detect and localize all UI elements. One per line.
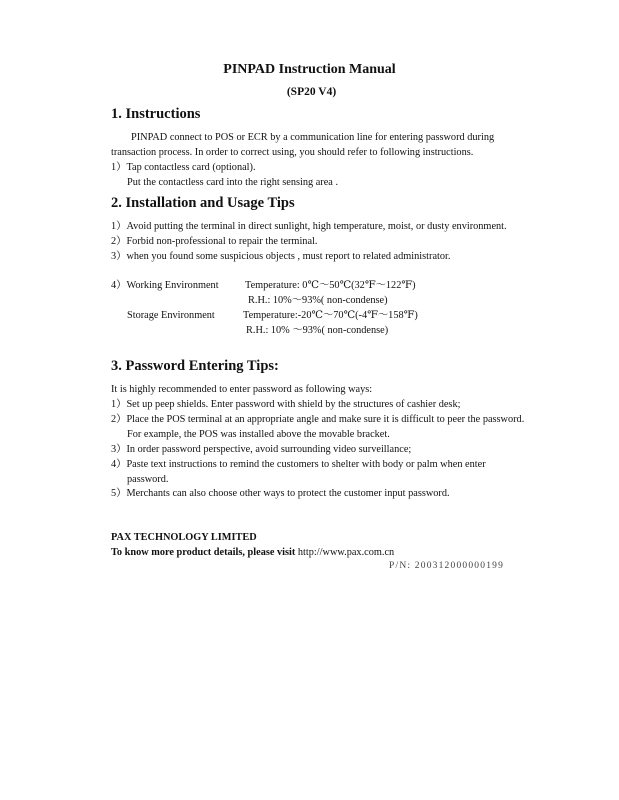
more-details-label: To know more product details, please visit xyxy=(111,547,296,558)
working-humidity: R.H.: 10%～93%( non-condense) xyxy=(248,295,388,306)
section-1-paragraph-line-2: transaction process. In order to correct using, you should refer to following instructions. xyxy=(111,147,474,158)
section-3-item-1: 1）Set up peep shields. Enter password with shield by the structures of cashier desk; xyxy=(111,399,461,410)
section-3-item-5: 5）Merchants can also choose other ways to protect the customer input password. xyxy=(111,488,450,499)
section-3-item-2-sub: For example, the POS was installed above the movable bracket. xyxy=(127,429,390,440)
section-3-item-4-line-1: 4）Paste text instructions to remind the customers to shelter with body or palm when enter xyxy=(111,459,486,470)
more-details-line xyxy=(111,545,394,560)
section-1-paragraph-line-1: PINPAD connect to POS or ECR by a communication line for entering password during xyxy=(131,132,495,143)
part-number: P/N: 200312000000199 xyxy=(389,561,505,571)
document-subtitle: (SP20 V4) xyxy=(286,86,337,98)
section-2-item-1: 1）Avoid putting the terminal in direct sunlight, high temperature, moist, or dusty environment. xyxy=(111,221,507,232)
company-name: PAX TECHNOLOGY LIMITED xyxy=(111,532,257,543)
storage-humidity: R.H.: 10% ～93%( non-condense) xyxy=(246,325,389,336)
working-environment-label: 4）Working Environment xyxy=(111,280,219,291)
section-3-item-4-line-2: password. xyxy=(127,474,169,485)
section-3-item-3: 3）In order password perspective, avoid surrounding video surveillance; xyxy=(111,444,412,455)
section-1-item-1: 1）Tap contactless card (optional). xyxy=(111,162,256,173)
section-1-item-1-sub: Put the contactless card into the right sensing area . xyxy=(127,177,339,188)
section-3-heading: 3. Password Entering Tips: xyxy=(111,358,279,374)
section-3-item-2: 2）Place the POS terminal at an appropriate angle and make sure it is difficult to peer the password. xyxy=(111,414,525,425)
section-2-item-3: 3）when you found some suspicious objects , must report to related administrator. xyxy=(111,251,451,262)
website-link[interactable]: http://www.pax.com.cn xyxy=(295,547,395,558)
section-2-item-2: 2）Forbid non-professional to repair the terminal. xyxy=(111,236,318,247)
storage-temperature: Temperature:-20℃～70℃(-4℉～158℉) xyxy=(243,310,418,321)
section-1-heading: 1. Instructions xyxy=(111,106,201,122)
storage-environment-label: Storage Environment xyxy=(127,310,215,321)
section-2-heading: 2. Installation and Usage Tips xyxy=(111,195,295,211)
working-temperature: Temperature: 0℃～50℃(32℉～122℉) xyxy=(245,280,416,291)
section-3-intro: It is highly recommended to enter password as following ways: xyxy=(111,384,373,395)
document-title: PINPAD Instruction Manual xyxy=(223,62,396,77)
